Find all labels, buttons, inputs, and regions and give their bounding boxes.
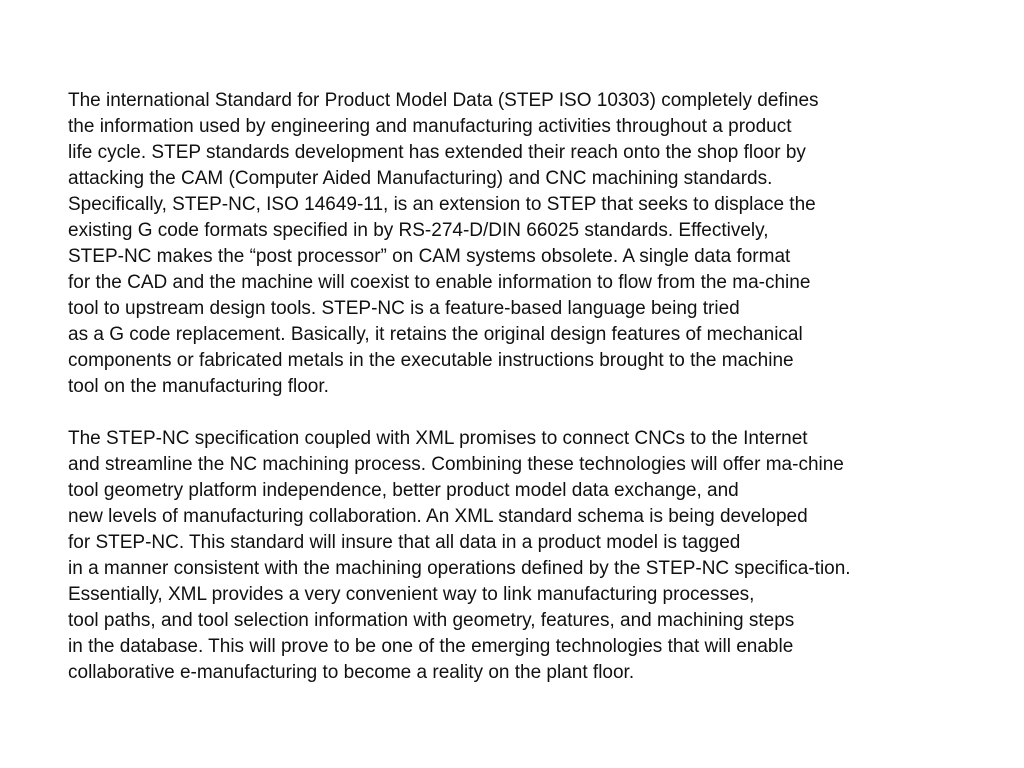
text-line: tool on the manufacturing floor. — [68, 376, 329, 397]
text-line: tool geometry platform independence, better product model data exchange, and — [68, 480, 739, 501]
text-line: Essentially, XML provides a very convenient way to link manufacturing processes, — [68, 584, 755, 605]
text-line: in the database. This will prove to be one of the emerging technologies that will enable — [68, 636, 794, 657]
text-line: existing G code formats specified in by RS-274-D/DIN 66025 standards. Effectively, — [68, 220, 769, 241]
text-line: The STEP-NC specification coupled with XML promises to connect CNCs to the Internet — [68, 428, 808, 449]
text-line: tool to upstream design tools. STEP-NC is a feature-based language being tried — [68, 298, 740, 319]
text-line: in a manner consistent with the machining operations defined by the STEP-NC specifica-tion. — [68, 558, 851, 579]
text-line: collaborative e-manufacturing to become a reality on the plant floor. — [68, 662, 635, 683]
text-line: for the CAD and the machine will coexist to enable information to flow from the ma-chine — [68, 272, 811, 293]
text-line: The international Standard for Product Model Data (STEP ISO 10303) completely defines — [68, 90, 819, 111]
text-line: attacking the CAM (Computer Aided Manufacturing) and CNC machining standards. — [68, 168, 773, 189]
text-line: new levels of manufacturing collaboration. An XML standard schema is being developed — [68, 506, 808, 527]
text-body — [68, 88, 1018, 712]
text-line: components or fabricated metals in the executable instructions brought to the machine — [68, 350, 794, 371]
text-line: tool paths, and tool selection information with geometry, features, and machining steps — [68, 610, 795, 631]
text-line: as a G code replacement. Basically, it retains the original design features of mechanical — [68, 324, 803, 345]
text-line: and streamline the NC machining process. Combining these technologies will offer ma-chine — [68, 454, 844, 475]
text-line: for STEP-NC. This standard will insure that all data in a product model is tagged — [68, 532, 741, 553]
text-line: STEP-NC makes the “post processor” on CAM systems obsolete. A single data format — [68, 246, 791, 267]
paragraph-step-nc-xml — [68, 426, 1018, 686]
paragraph-step-overview — [68, 88, 1018, 400]
text-line: life cycle. STEP standards development has extended their reach onto the shop floor by — [68, 142, 806, 163]
text-line: the information used by engineering and manufacturing activities throughout a product — [68, 116, 792, 137]
text-line: Specifically, STEP-NC, ISO 14649-11, is an extension to STEP that seeks to displace the — [68, 194, 816, 215]
